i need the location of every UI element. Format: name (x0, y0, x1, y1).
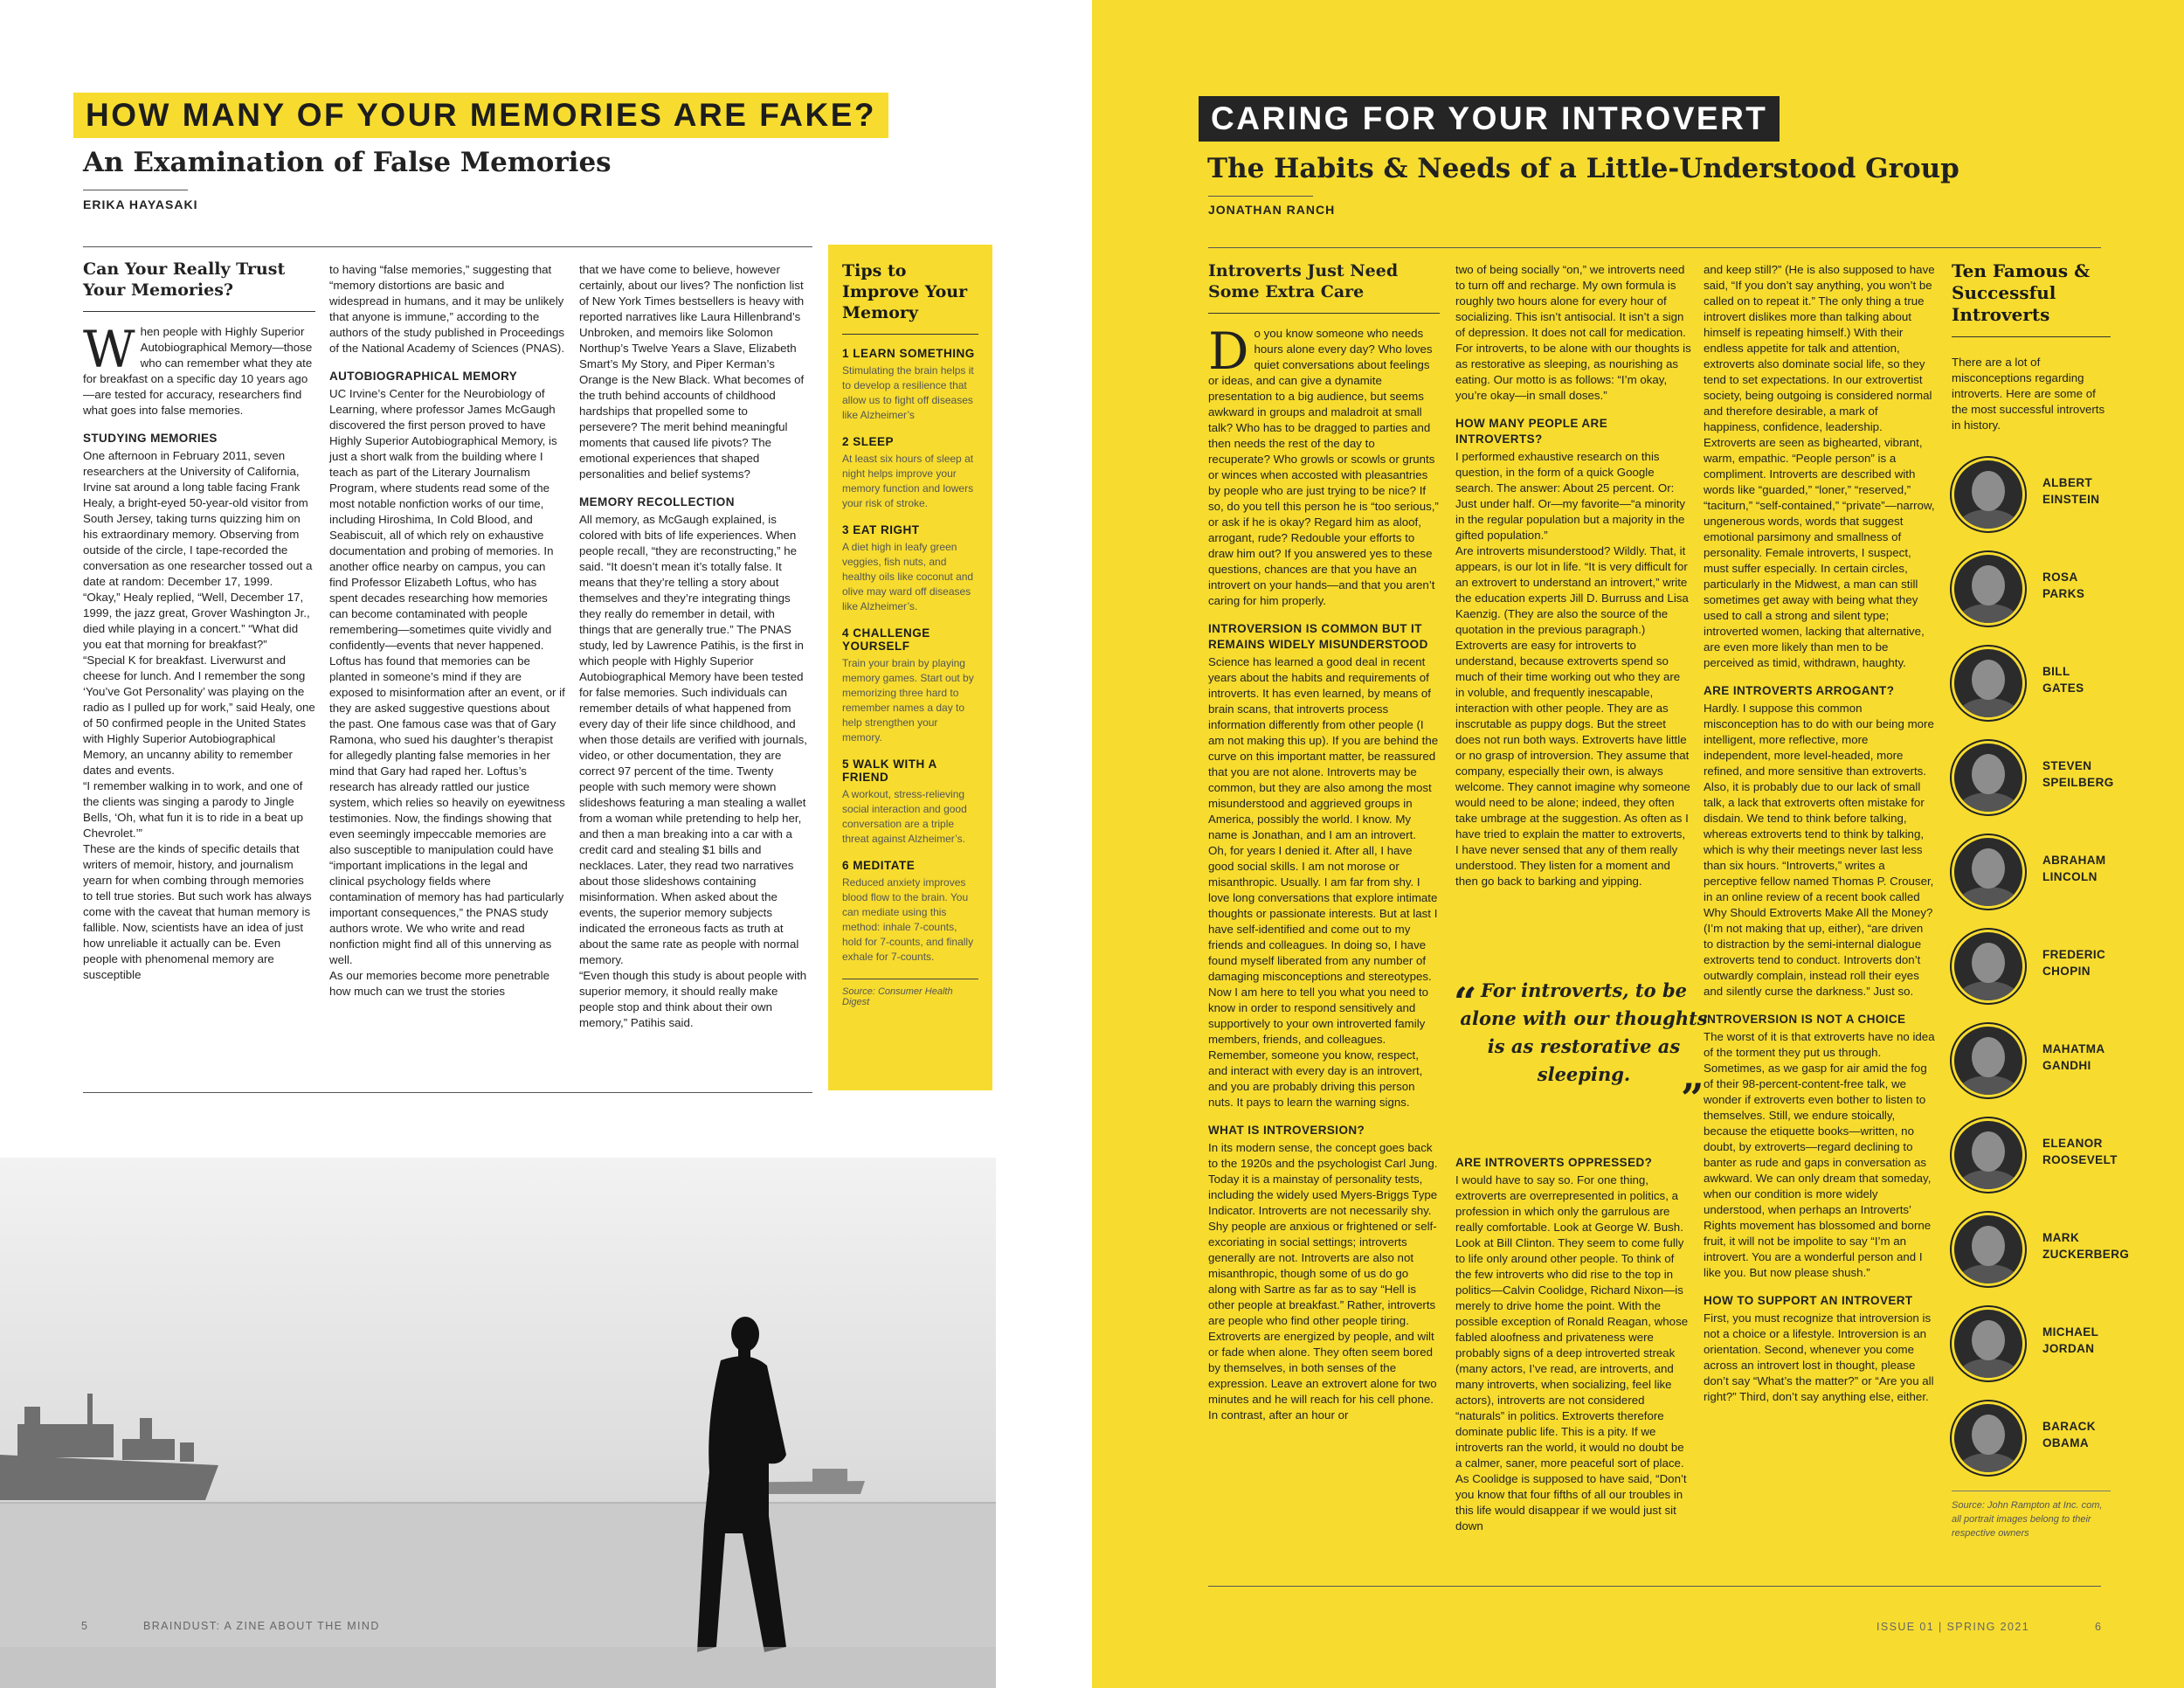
section-heading: WHAT IS INTROVERSION? (1208, 1124, 1365, 1137)
paragraph: In its modern sense, the concept goes back to the 1920s and the psychologist Carl Jung. Today it is a mainstay of personality tests, including the widely used Myers-Briggs Type Indicator. Introverts are not necessarily shy. Shy people are anxious or frightened or self-excoriating in social settings; introverts generally are not. Introverts are also not misanthropic, though some of us do go along with Sartre as far as to say “Hell is other people at breakfast.” Rather, introverts are people who find other people tiring. Extroverts are energized by people, and wilt or fade when alone. They often seem bored by themselves, in both senses of the expression. Leave an extrovert alone for two minutes and he will reach for his cell phone. In contrast, after an hour or (1208, 1141, 1438, 1422)
section-heading: STUDYING MEMORIES (83, 432, 218, 445)
section-heading: INTROVERSION IS COMMON BUT IT REMAINS WIDELY MISUNDERSTOOD (1208, 622, 1428, 651)
seaside-photo (0, 1158, 996, 1688)
paragraph: Science has learned a good deal in recent years about the habits and requirements of introverts. It has even learned, by means of brain scans, that introverts process information differently from other people (I am not making this up). If you are behind the curve on this important matter, be reassured that you are not alone. Introverts may be common, but they are also among the most misunderstood and aggrieved groups in America, possibly the world. I know. My name is Jonathan, and I am an introvert. (1208, 655, 1439, 841)
divider (1208, 1586, 2101, 1587)
portrait-avatar (1952, 1118, 2025, 1192)
section-heading: HOW MANY PEOPLE ARE INTROVERTS? (1455, 417, 1608, 446)
divider (83, 246, 812, 247)
person-name: BARACK OBAMA (2042, 1420, 2096, 1449)
page-number: 5 (81, 1620, 89, 1632)
paragraph: Are introverts misunderstood? Wildly. That, it appears, is our lot in life. “It is very difficult for an extrovert to understand an introvert,” write the education experts Jill D. Burruss and Lisa Kaenzig. (They are also the source of the quotation in the previous paragraph.) Extroverts are easy for introverts to understand, because extroverts spend so much of their time working out who they are in voluble, and frequently inescapable, interaction with other people. They are as inscrutable as puppy dogs. But the street does not run both ways. Extroverts have little or no grasp of introversion. They assume that company, especially their own, is always welcome. They cannot imagine why someone would need to be alone; indeed, they often take umbrage at the suggestion. As often as I have tried to explain the matter to extroverts, I have never sensed that any of them really understood. They listen for a moment and then go back to barking and yipping. (1455, 544, 1690, 888)
person-entry (1952, 1302, 2111, 1382)
divider (83, 1092, 812, 1093)
paragraph: These are the kinds of specific details that writers of memoir, history, and journalism yearn for when combing through memories to tell true stories. But such work has always come with the caveat that human memory is fallible. Now, scientists have an idea of just how unreliable it actually can be. Even people with phenomenal memory are susceptible (83, 842, 312, 981)
section-heading: AUTOBIOGRAPHICAL MEMORY (329, 370, 518, 383)
portrait-avatar (1952, 1401, 2025, 1475)
person-entry (1952, 1207, 2130, 1288)
person-name: BILL GATES (2042, 665, 2084, 695)
tip-item: 4 CHALLENGE YOURSELF Train your brain by playing memory games. Start out by memorizing three hard to remember names a day to help strengthen your memory. (842, 626, 974, 744)
paragraph: I would have to say so. For one thing, extroverts are overrepresented in politics, a profession in which only the garrulous are really comfortable. Look at George W. Bush. Look at Bill Clinton. They seem to come fully to life only around other people. To think of the few introverts who did rise to the top in politics—Calvin Coolidge, Richard Nixon—is merely to drive home the point. With the possible exception of Ronald Reagan, whose fabled aloofness and privateness were probably signs of a deep introverted streak (many actors, I’ve read, are introverts, and many introverts, when socializing, feel like actors), introverts are not considered “naturals” in politics. Extroverts therefore dominate public life. This is a pity. If we introverts ran the world, it would no doubt be a calmer, saner, more peaceful sort of place. As Coolidge is supposed to have said, “Don’t you know that four fifths of all our troubles in this life would disappear if we would just sit down (1455, 1173, 1689, 1532)
paragraph: First, you must recognize that introversion is not a choice or a lifestyle. Introversion is an orientation. Second, whenever you come across an introvert lost in thought, please don’t say “What’s the matter?” or “Are you all right?” Third, don’t say anything else, either. (1704, 1311, 1934, 1403)
tip-item: 6 MEDITATE Reduced anxiety improves blood flow to the brain. You can mediate using this method: inhale 7-counts, hold for 7-counts, and finally exhale for 7-counts. (842, 859, 974, 963)
portrait-avatar (1952, 1307, 2025, 1380)
article-subhead: An Examination of False Memories (83, 147, 612, 178)
paragraph: The worst of it is that extroverts have no idea of the torment they put us through. Sometimes, as we gasp for air amid the fog of their 98-percent-content-free talk, we wonder if extroverts even bother to listen to themselves. Still, we endure stoically, because the etiquette books—written, no doubt, by extroverts—regard declining to banter as rude and gaps in conversation as awkward. We can only dream that someday, when our condition is more widely understood, when perhaps an Introverts’ Rights movement has blossomed and borne fruit, it will not be impolite to say “I’m an introvert. You are a wonderful person and I like you. But now please shush.” (1704, 1030, 1935, 1279)
tip-item: 5 WALK WITH A FRIEND A workout, stress-relieving social interaction and good conversation are a triple threat against Alzheimer’s. (842, 758, 967, 845)
section-heading: MEMORY RECOLLECTION (579, 495, 735, 508)
article-column-3 (579, 262, 808, 1031)
person-entry (1952, 453, 2111, 533)
person-name: FREDERIC CHOPIN (2042, 948, 2106, 978)
person-name: MAHATMA GANDHI (2042, 1042, 2105, 1072)
section-heading: ARE INTROVERTS OPPRESSED? (1455, 1156, 1653, 1169)
column-kicker: Introverts Just Need Some Extra Care (1208, 260, 1440, 314)
person-name: STEVEN SPEILBERG (2042, 759, 2114, 789)
paragraph: As our memories become more penetrable how much can we trust the stories (329, 969, 550, 998)
person-entry (1952, 1396, 2111, 1477)
person-entry (1952, 547, 2111, 627)
paragraph: I performed exhaustive research on this question, in the form of a quick Google search. The answer: About 25 percent. Or: Just under half. Or—my favorite—“a minority in the regular population but a majority in the gifted population.” (1455, 450, 1686, 542)
byline: ERIKA HAYASAKI (83, 197, 198, 211)
person-name: ABRAHAM LINCOLN (2042, 854, 2106, 883)
portrait-avatar (1952, 741, 2025, 814)
divider (1208, 196, 1313, 197)
byline: JONATHAN RANCH (1208, 203, 1336, 217)
article-column-1 (1208, 260, 1440, 1423)
pull-quote: For introverts, to be alone with our thoughts is as restorative as sleeping. (1460, 979, 1708, 1085)
portrait-avatar (1952, 647, 2025, 720)
person-name: ALBERT EINSTEIN (2042, 476, 2100, 506)
portrait-avatar (1952, 835, 2025, 909)
section-heading: ARE INTROVERTS ARROGANT? (1704, 684, 1895, 697)
person-entry (1952, 1113, 2118, 1193)
paragraph: “I remember walking in to work, and one of the clients was singing a parody to Jingle Bells, ‘Oh, what fun it is to ride in a beat up Chevrolet.’” (83, 779, 304, 840)
person-entry (1952, 830, 2111, 910)
tip-item: 1 LEARN SOMETHING Stimulating the brain helps it to develop a resilience that allow us to fight off diseases like Alzheimer’s (842, 347, 975, 421)
sidebar-intro: There are a lot of misconceptions regarding introverts. Here are some of the most successful introverts in history. (1952, 356, 2105, 432)
paragraph: to having “false memories,” suggesting that “memory distortions are basic and widespread in humans, and it may be unlikely that anyone is immune,” according to the authors of the study published in Proceedings of the National Academy of Sciences (PNAS). (329, 263, 565, 355)
paragraph: Oh, for years I denied it. After all, I have good social skills. I am not morose or misanthropic. Usually. I am far from shy. I love long conversations that explore intimate thoughts or passionate interests. But at last I have self-identified and come out to my friends and colleagues. In doing so, I have found myself liberated from any number of damaging misconceptions and stereotypes. Now I am here to tell you what you need to know in order to respond sensitively and supportively to your own introverted family members, friends, and colleagues. Remember, someone you know, respect, and interact with every day is an introvert, and you are probably driving this person nuts. It pays to learn the warning signs. (1208, 844, 1438, 1109)
drop-cap: D (1208, 322, 1249, 381)
portrait-avatar (1952, 1213, 2025, 1286)
portrait-avatar (1952, 1024, 2025, 1097)
paragraph: “Even though this study is about people with superior memory, it should really make people stop and think about their own memory,” Patihis said. (579, 969, 807, 1029)
article-headline: CARING FOR YOUR INTROVERT (1199, 96, 1780, 142)
portrait-avatar (1952, 930, 2025, 1003)
intro-paragraph: When people with Highly Superior Autobiographical Memory—those who can remember what they ate for breakfast on a specific day 10 years ago—are tested for accuracy, researchers find what goes into false memories. (83, 320, 313, 417)
section-heading: HOW TO SUPPORT AN INTROVERT (1704, 1294, 1913, 1307)
paragraph: two of being socially “on,” we introverts need to turn off and recharge. My own formula is roughly two hours alone for every hour of socializing. This isn’t antisocial. It isn’t a sign of depression. It does not call for medication. For introverts, to be alone with our thoughts is as restorative as sleeping, as nourishing as eating. Our motto is as follows: “I’m okay, you’re okay—in small doses.” (1455, 263, 1691, 402)
person-name: MICHAEL JORDAN (2042, 1325, 2099, 1355)
article-column-3 (1704, 262, 1935, 1405)
tips-source: Source: Consumer Health Digest (842, 979, 978, 1007)
article-headline: HOW MANY OF YOUR MEMORIES ARE FAKE? (73, 93, 888, 138)
intro-paragraph: Do you know someone who needs hours alone every day? Who loves quiet conversations about feelings or ideas, and can give a dynamite presentation to a big audience, but seems awkward in groups and maladroit at small talk? Who has to be dragged to parties and then needs the rest of the day to recuperate? Who growls or scowls or grunts or winces when accosted with pleasantries by people who are just trying to be nice? If so, do you tell this person he is “too serious,” or ask if he is okay? Regard him as aloof, arrogant, rude? Redouble your efforts to draw him out? If you answered yes to these questions, chances are that you have an introvert on your hands—and that you aren’t caring for him properly. (1208, 322, 1439, 607)
folio-issue: ISSUE 01 | SPRING 2021 (1876, 1621, 2030, 1633)
tips-sidebar (828, 245, 992, 1090)
paragraph: that we have come to believe, however certainly, about our lives? The nonfiction list of New York Times bestsellers is heavy with reported narratives like Laura Hillenbrand’s Unbroken, and memoirs like Solomon Northup’s Twelve Years a Slave, Elizabeth Smart’s My Story, and Piper Kerman’s Orange is the New Black. What becomes of the truth behind accounts of childhood hardships that propelled some to persevere? The merit behind meaningful moments that caused life pivots? The emotional experiences that shaped personalities and belief systems? (579, 263, 805, 481)
sidebar-title: Ten Famous & Successful Introverts (1952, 260, 2111, 337)
open-quote-mark: “ (1454, 979, 1477, 1026)
famous-introverts-sidebar (1952, 260, 2130, 1540)
paragraph: One afternoon in February 2011, seven researchers at the University of California, Irvine sat around a long table facing Frank Healy, a bright-eyed 50-year-old visitor from South Jersey, taking turns quizzing him on his extraordinary memory. Observing from outside of the circle, I tape-recorded the conversation as one researcher tossed out a date at random: December 17, 1999. (83, 449, 313, 588)
tip-item: 2 SLEEP At least six hours of sleep at night helps improve your memory function and lowers your risk of stroke. (842, 435, 974, 509)
close-quote-mark: ” (1681, 1075, 1704, 1122)
person-entry (1952, 736, 2114, 816)
sidebar-source: Source: John Rampton at Inc. com, all portrait images belong to their respective owners (1952, 1491, 2111, 1540)
paragraph: Hardly. I suppose this common misconception has to do with our being more intelligent, more reflective, more independent, more level-headed, more refined, and more sensitive than extroverts. Also, it is probably due to our lack of small talk, a lack that extroverts often mistake for disdain. We tend to think before talking, whereas extroverts tend to think by talking, which is why their meetings never last less than six hours. “Introverts,” writes a perceptive fellow named Thomas P. Crouser, in an online review of a recent book called Why Should Extroverts Make All the Money? (I’m not making that up, either), “are driven to distraction by the semi-internal dialogue extroverts tend to conduct. Introverts don’t outwardly complain, instead roll their eyes and silently curse the darkness.” Just so. (1704, 702, 1934, 998)
column-kicker: Can Your Really Trust Your Memories? (83, 259, 315, 312)
tip-item: 3 EAT RIGHT A diet high in leafy green veggies, fish nuts, and healthy oils like coconut and olive may ward off diseases like Alzheimer’s. (842, 523, 974, 612)
page-number: 6 (2095, 1621, 2103, 1633)
tips-title: Tips to Improve Your Memory (842, 260, 978, 335)
people-list (1952, 453, 2130, 1477)
paragraph: “Okay,” Healy replied, “Well, December 17, 1999, the jazz great, Grover Washington Jr., died while playing in a concert.” “What did you eat that morning for breakfast?” (83, 591, 310, 651)
person-entry (1952, 641, 2111, 722)
portrait-avatar (1952, 458, 2025, 531)
person-entry (1952, 1019, 2111, 1099)
section-heading: INTROVERSION IS NOT A CHOICE (1704, 1013, 1906, 1026)
article-column-2 (329, 262, 565, 1000)
divider (1208, 247, 2101, 248)
portrait-avatar (1952, 552, 2025, 626)
article-column-2-continued (1455, 1152, 1691, 1534)
article-column-2 (1455, 262, 1691, 889)
article-subhead: The Habits & Needs of a Little-Understood Group (1207, 153, 1959, 184)
person-entry (1952, 924, 2111, 1005)
person-name: ELEANOR ROOSEVELT (2042, 1137, 2118, 1166)
article-column-1 (83, 259, 315, 983)
paragraph: and keep still?” (He is also supposed to have said, “If you don’t say anything, you won’t be called on to repeat it.” The only thing a true introvert dislikes more than talking about himself is repeating himself.) With their endless appetite for talk and attention, extroverts also dominate social life, so they tend to set expectations. In our extrovertist society, being outgoing is considered normal and therefore desirable, a mark of happiness, confidence, leadership. Extroverts are seen as bighearted, vibrant, warm, empathic. “People person” is a compliment. Introverts are described with words like “guarded,” “loner,” “reserved,” “taciturn,” “self-contained,” “private”—narrow, ungenerous words, words that suggest emotional parsimony and smallness of personality. Female introverts, I suspect, must suffer especially. In certain circles, particularly in the Midwest, a man can still sometimes get away with being what they used to call a strong and silent type; introverted women, lacking that alternative, are even more likely than men to be perceived as timid, withdrawn, haughty. (1704, 263, 1935, 669)
folio-title: BRAINDUST: A ZINE ABOUT THE MIND (143, 1620, 380, 1632)
paragraph: “Special K for breakfast. Liverwurst and cheese for lunch. And I remember the song ‘You’ve Got Personality’ was playing on the radio as I pulled up for work,” said Healy, one of 50 confirmed people in the United States with Highly Superior Autobiographical Memory, an uncanny ability to remember dates and events. (83, 654, 315, 777)
paragraph: UC Irvine’s Center for the Neurobiology of Learning, where professor James McGaugh discovered the first person proved to have Highly Superior Autobiographical Memory, is just a short walk from the building where I teach as part of the Literary Journalism Program, where students read some of the most notable nonfiction works of our time, including Hiroshima, In Cold Blood, and Seabiscuit, all of which rely on exhaustive documentation and probing of memories. In another office nearby on campus, you can find Professor Elizabeth Loftus, who has spent decades researching how memories can become contaminated with people remembering—sometimes quite vividly and confidently—events that never happened. Loftus has found that memories can be planted in someone’s mind if they are exposed to misinformation after an event, or if they are asked suggestive questions about the past. One famous case was that of Gary Ramona, who sued his daughter’s therapist for allegedly planting false memories in her mind that Gary had raped her. Loftus’s research has already rattled our justice system, which relies so heavily on eyewitness testimonies. Now, the findings showing that even seemingly impeccable memories are also susceptible to manipulation could have “important implications in the legal and clinical psychology fields where contamination of memory has had particularly important consequences,” the PNAS study authors wrote. We who write and read nonfiction might find all of this unnerving as well. (329, 387, 565, 966)
person-name: MARK ZUCKERBERG (2042, 1231, 2130, 1261)
person-name: ROSA PARKS (2042, 571, 2085, 600)
paragraph: All memory, as McGaugh explained, is colored with bits of life experiences. When people recall, “they are reconstructing,” he said. “It doesn’t mean it’s totally false. It means that they’re telling a story about themselves and they’re integrating things they really do remember in detail, with things that are generally true.” The PNAS study, led by Lawrence Patihis, is the first in which people with Highly Superior Autobiographical Memory have been tested for false memories. Such individuals can remember details of what happened from every day of their life since childhood, and when those details are verified with journals, video, or other documentation, they are correct 97 percent of the time. Twenty people with such memory were shown slideshows featuring a man stealing a wallet from a woman while pretending to help her, and then a man breaking into a car with a credit card and stealing $1 bills and necklaces. Later, they read two narratives about those slideshows containing misinformation. When asked about the events, the superior memory subjects indicated the erroneous facts as truth at about the same rate as people with normal memory. (579, 513, 807, 966)
drop-cap: W (83, 320, 135, 379)
